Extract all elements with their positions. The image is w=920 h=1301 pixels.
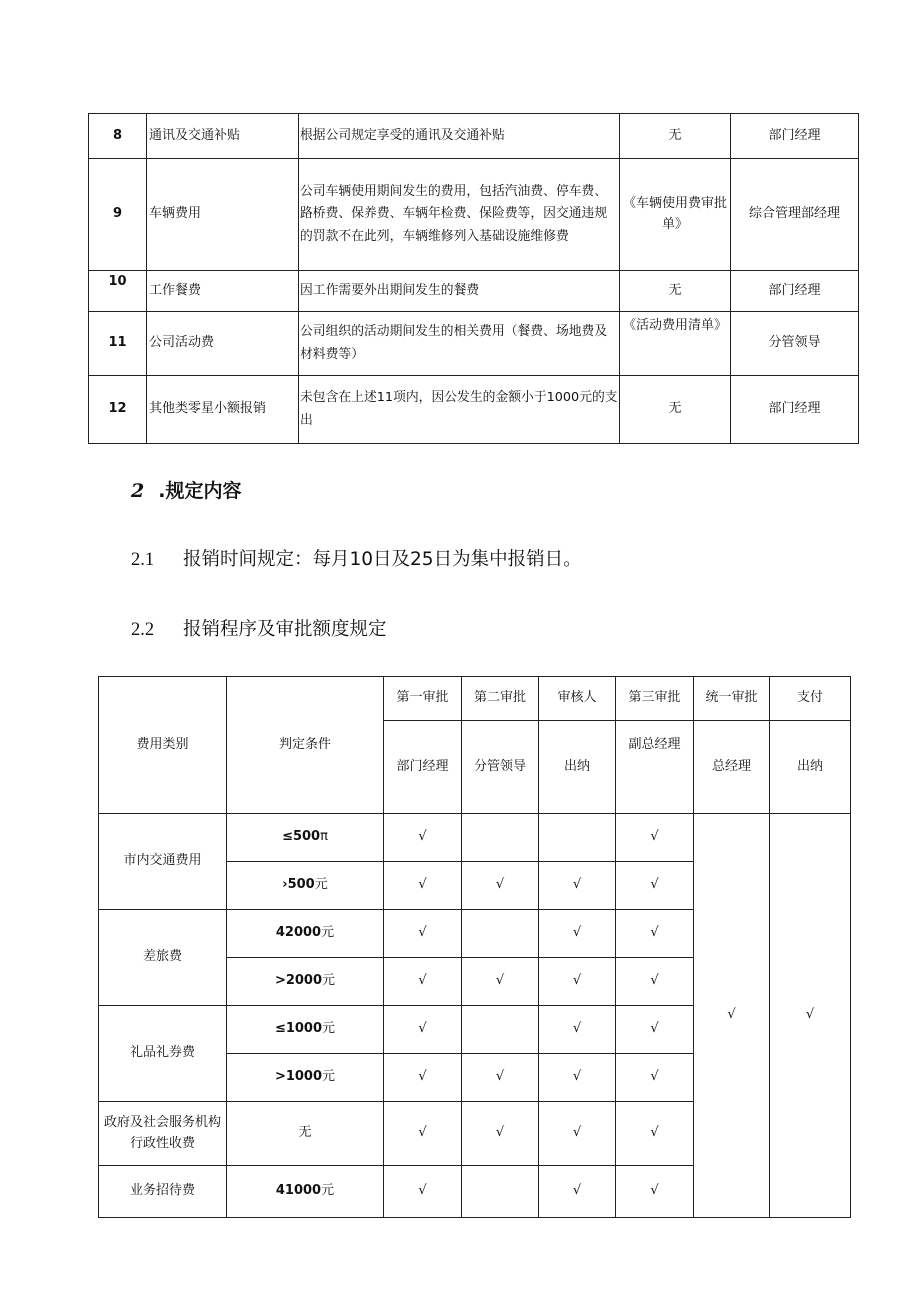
check-cell	[462, 910, 539, 958]
table-row	[89, 271, 859, 312]
header-row-top	[99, 677, 851, 721]
document-cell: 《车辆使用费审批单》	[620, 159, 731, 271]
row-number: 8	[89, 114, 147, 159]
check-cell: √	[384, 1006, 462, 1054]
check-cell: √	[616, 1054, 694, 1102]
check-cell: √	[384, 862, 462, 910]
header-step-3: 审核人	[539, 677, 616, 721]
section-heading	[131, 476, 241, 503]
unit: π	[320, 829, 328, 845]
check-cell: √	[462, 862, 539, 910]
header-step-4: 第三审批	[616, 677, 694, 721]
section-title: .规定内容	[158, 480, 242, 502]
amount: >2000	[274, 973, 323, 989]
header-role-4: 副总经理	[616, 721, 694, 814]
row-number: 10	[89, 271, 147, 312]
subsection-number: 2.2	[131, 620, 155, 640]
condition-cell	[227, 862, 384, 910]
unit: 元	[322, 973, 336, 989]
subsection-text: 报销程序及审批额度规定	[183, 619, 387, 640]
unit: 元	[321, 1183, 335, 1199]
table-row	[89, 376, 859, 444]
approver-cell: 分管领导	[731, 312, 859, 376]
check-cell: √	[384, 910, 462, 958]
row-number: 9	[89, 159, 147, 271]
description-cell: 公司组织的活动期间发生的相关费用（餐费、场地费及材料费等）	[299, 312, 620, 376]
check-cell: √	[384, 1054, 462, 1102]
approver-cell: 综合管理部经理	[731, 159, 859, 271]
unit: 元	[322, 1021, 336, 1037]
check-cell: √	[462, 1102, 539, 1166]
document-cell: 《活动费用清单》	[620, 312, 731, 376]
check-cell	[462, 1006, 539, 1054]
subsection-2-1	[131, 545, 582, 571]
header-role-2: 分管领导	[462, 721, 539, 814]
description-cell: 公司车辆使用期间发生的费用，包括汽油费、停车费、路桥费、保养费、车辆年检费、保险费等，因交通违规的罚款不在此列，车辆维修列入基础设施维修费	[299, 159, 620, 271]
check-cell: √	[616, 814, 694, 862]
condition-cell	[227, 910, 384, 958]
section-number: 2	[131, 480, 145, 502]
check-cell: √	[539, 958, 616, 1006]
header-step-1: 第一审批	[384, 677, 462, 721]
check-cell: √	[616, 1102, 694, 1166]
header-role-5: 总经理	[694, 721, 770, 814]
header-condition: 判定条件	[227, 677, 384, 814]
unified-approval-check: √	[694, 814, 770, 1218]
header-role-6: 出纳	[770, 721, 851, 814]
header-role-1: 部门经理	[384, 721, 462, 814]
check-cell	[462, 814, 539, 862]
row-number: 11	[89, 312, 147, 376]
amount: 无	[298, 1125, 312, 1141]
table-row	[89, 159, 859, 271]
approver-cell: 部门经理	[731, 114, 859, 159]
condition-cell	[227, 1102, 384, 1166]
description-cell: 根据公司规定享受的通讯及交通补贴	[299, 114, 620, 159]
category-cell: 差旅费	[99, 910, 227, 1006]
condition-cell	[227, 958, 384, 1006]
amount: 42000	[275, 925, 322, 941]
amount: ≤1000	[274, 1021, 323, 1037]
amount: >1000	[274, 1069, 323, 1085]
condition-cell	[227, 1054, 384, 1102]
condition-cell	[227, 1166, 384, 1218]
check-cell: √	[539, 1006, 616, 1054]
category-cell: 市内交通费用	[99, 814, 227, 910]
category-cell: 政府及社会服务机构行政性收费	[99, 1102, 227, 1166]
condition-cell	[227, 1006, 384, 1054]
subsection-number: 2.1	[131, 550, 155, 570]
check-cell: √	[462, 1054, 539, 1102]
amount: ›500	[282, 877, 315, 893]
check-cell: √	[616, 910, 694, 958]
header-category: 费用类别	[99, 677, 227, 814]
check-cell: √	[616, 862, 694, 910]
unit: 元	[321, 925, 335, 941]
table-row	[99, 814, 851, 862]
document-cell: 无	[620, 114, 731, 159]
category-cell: 车辆费用	[147, 159, 299, 271]
amount: ≤500	[282, 829, 321, 845]
category-cell: 其他类零星小额报销	[147, 376, 299, 444]
payment-check: √	[770, 814, 851, 1218]
category-cell: 工作餐费	[147, 271, 299, 312]
subsection-2-2	[131, 615, 387, 641]
check-cell: √	[462, 958, 539, 1006]
document-cell: 无	[620, 376, 731, 444]
check-cell: √	[384, 1102, 462, 1166]
check-cell: √	[616, 958, 694, 1006]
approver-cell: 部门经理	[731, 376, 859, 444]
category-cell: 通讯及交通补贴	[147, 114, 299, 159]
category-cell: 礼品礼券费	[99, 1006, 227, 1102]
category-cell: 公司活动费	[147, 312, 299, 376]
description-cell: 未包含在上述11项内，因公发生的金额小于1000元的支出	[299, 376, 620, 444]
header-step-5: 统一审批	[694, 677, 770, 721]
table-row	[89, 312, 859, 376]
check-cell: √	[539, 862, 616, 910]
description-cell: 因工作需要外出期间发生的餐费	[299, 271, 620, 312]
check-cell: √	[539, 1054, 616, 1102]
check-cell: √	[539, 1102, 616, 1166]
approval-table	[98, 676, 851, 1218]
unit: 元	[314, 877, 328, 893]
header-step-2: 第二审批	[462, 677, 539, 721]
check-cell: √	[384, 814, 462, 862]
expense-category-table	[88, 113, 859, 444]
document-cell: 无	[620, 271, 731, 312]
subsection-text: 报销时间规定：每月10日及25日为集中报销日。	[183, 549, 582, 570]
check-cell: √	[384, 1166, 462, 1218]
condition-cell	[227, 814, 384, 862]
check-cell	[539, 814, 616, 862]
check-cell: √	[384, 958, 462, 1006]
approver-cell: 部门经理	[731, 271, 859, 312]
table-row	[89, 114, 859, 159]
check-cell	[462, 1166, 539, 1218]
check-cell: √	[539, 910, 616, 958]
check-cell: √	[616, 1166, 694, 1218]
header-role-3: 出纳	[539, 721, 616, 814]
check-cell: √	[616, 1006, 694, 1054]
amount: 41000	[275, 1183, 322, 1199]
header-step-6: 支付	[770, 677, 851, 721]
category-cell: 业务招待费	[99, 1166, 227, 1218]
unit: 元	[322, 1069, 336, 1085]
check-cell: √	[539, 1166, 616, 1218]
row-number: 12	[89, 376, 147, 444]
